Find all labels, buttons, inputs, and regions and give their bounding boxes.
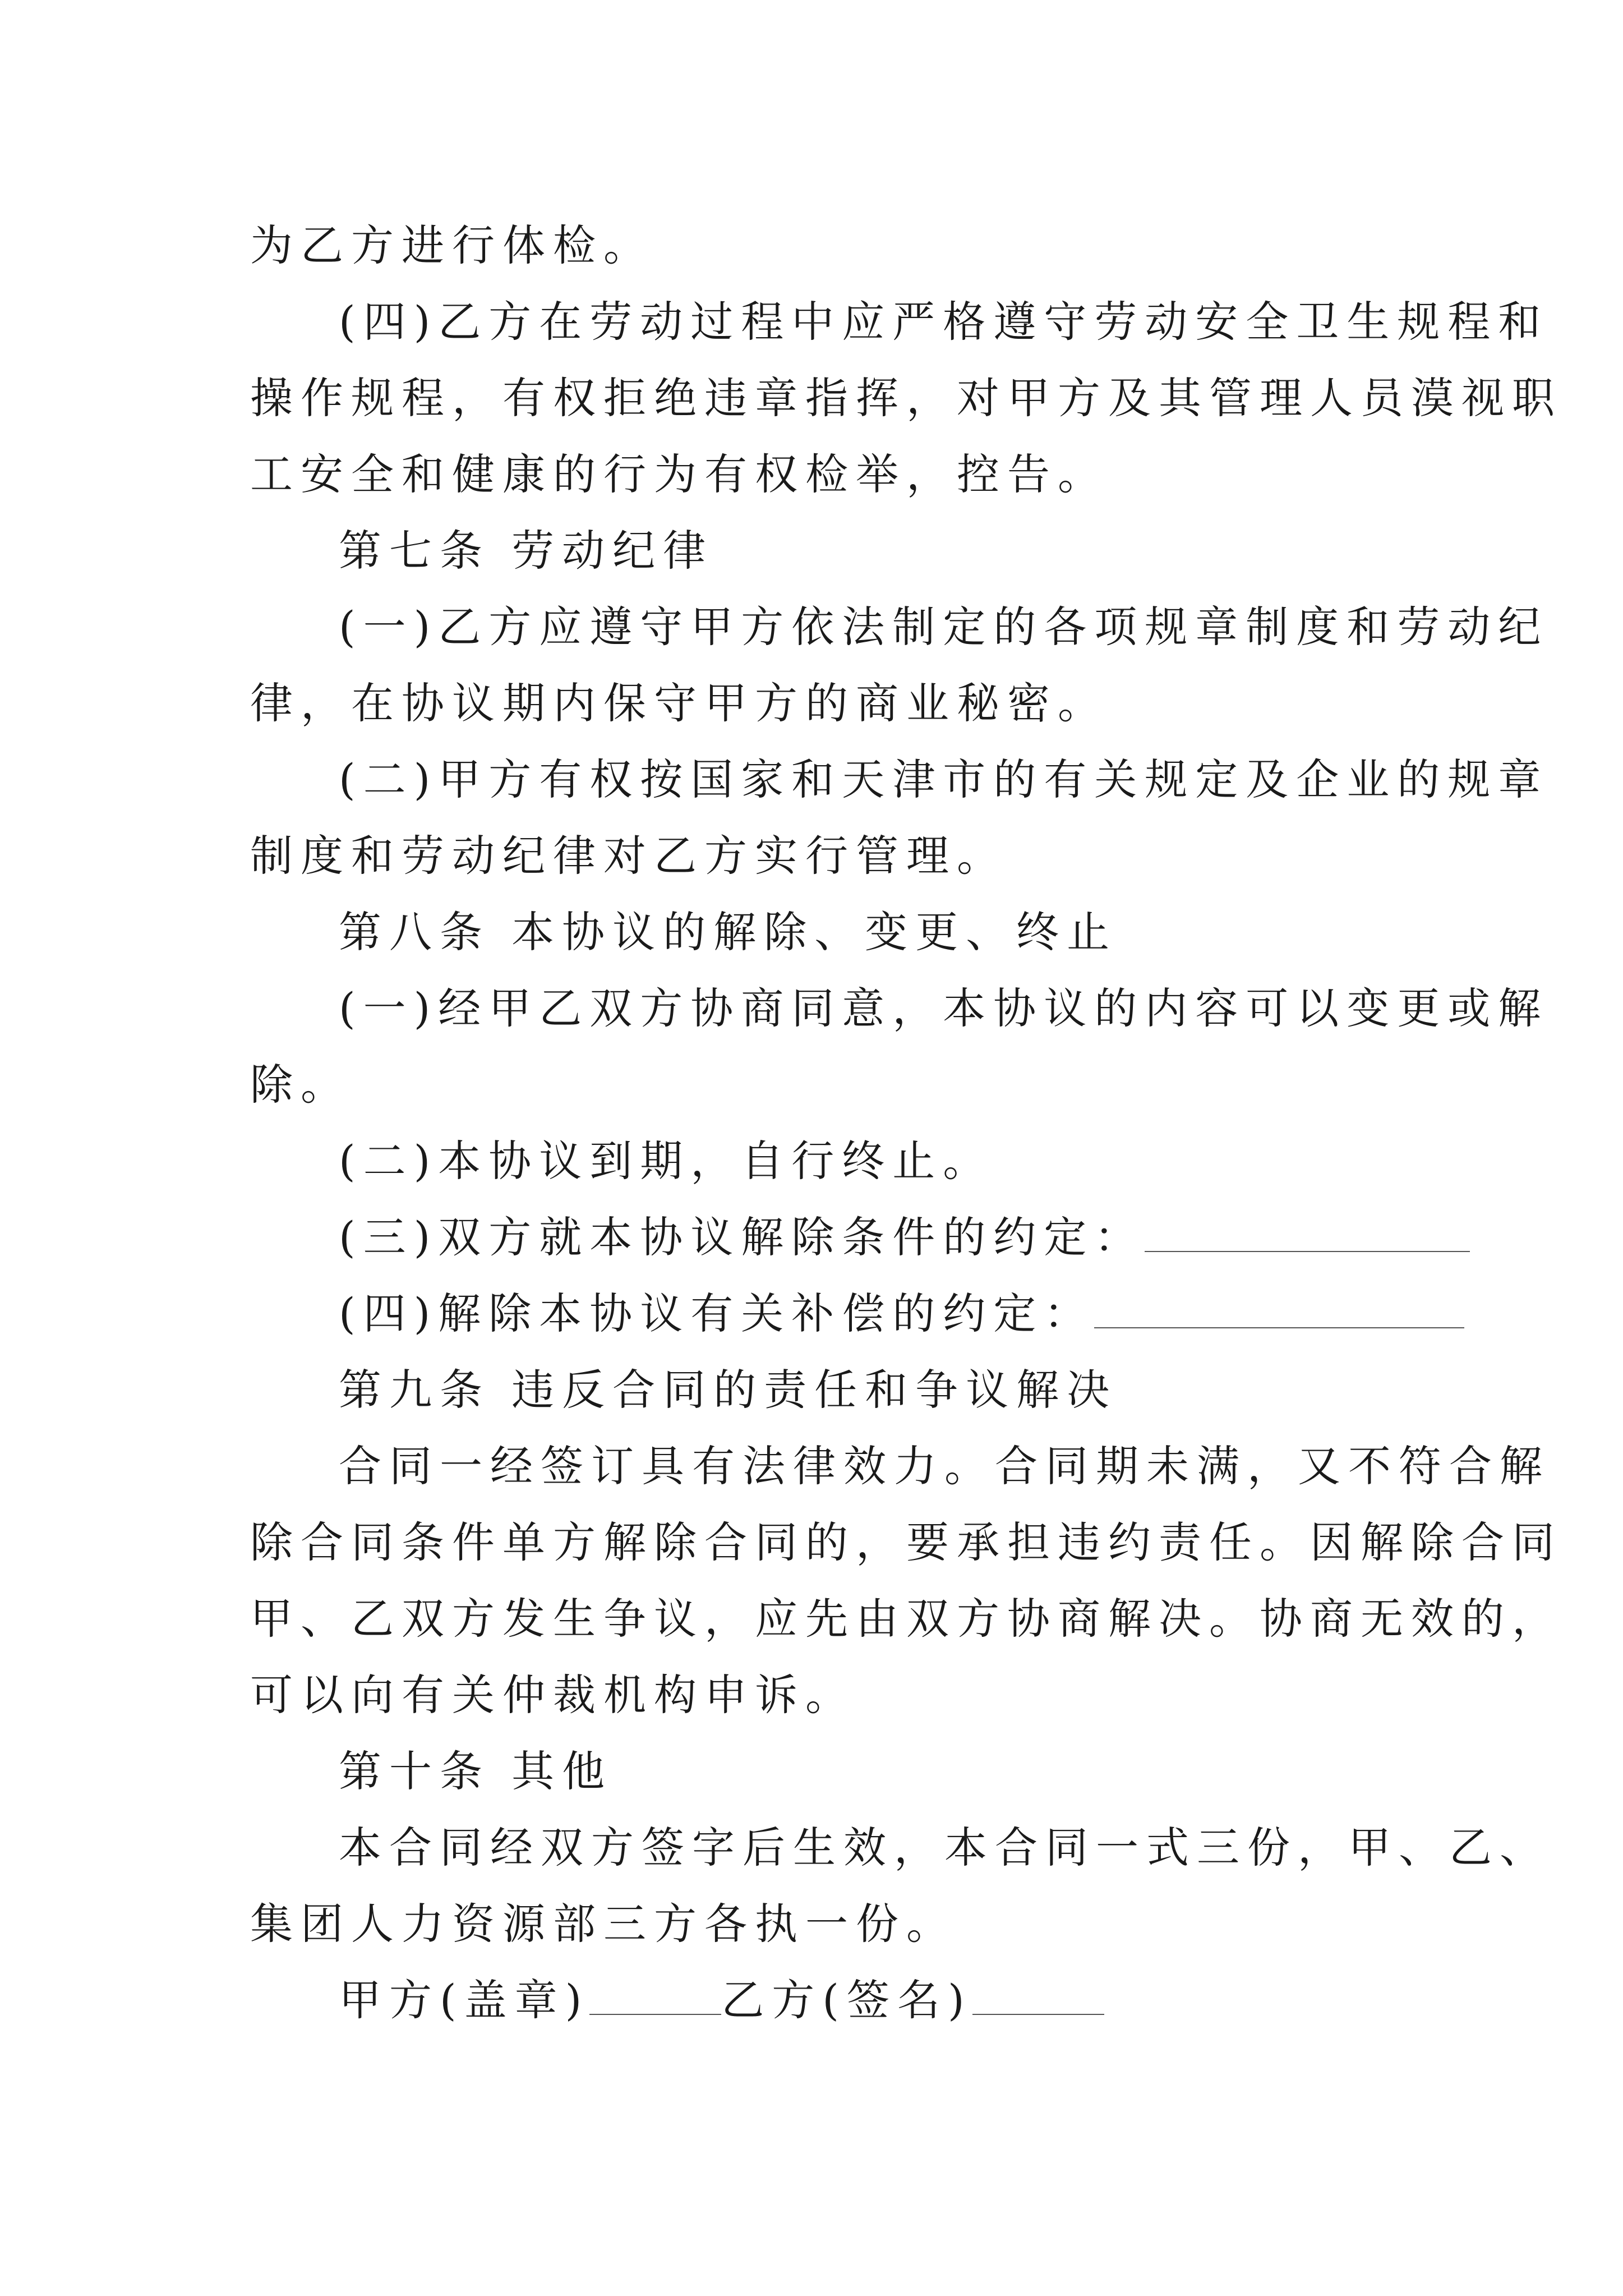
paragraph-line: 可以向有关仲裁机构申诉。 — [250, 1670, 856, 1720]
compensation-line — [250, 1276, 1389, 1352]
document-body — [250, 208, 1562, 2039]
termination-condition-line — [250, 1199, 1389, 1276]
party-b-label: 乙方(签名) — [721, 1975, 972, 2025]
paragraph-line: (二)本协议到期，自行终止。 — [339, 1136, 994, 1186]
paragraph-line: 工安全和健康的行为有权检举，控告。 — [250, 449, 1108, 499]
paragraph-line: 除合同条件单方解除合同的，要承担违约责任。因解除合同 — [250, 1517, 1562, 1567]
article-heading: 第十条 其他 — [339, 1746, 613, 1796]
paragraph-line: (二)甲方有权按国家和天津市的有关规定及企业的规章 — [339, 754, 1549, 804]
article-heading: 第九条 违反合同的责任和争议解决 — [339, 1365, 1118, 1415]
paragraph-line: (一)经甲乙双方协商同意，本协议的内容可以变更或解 — [339, 983, 1549, 1033]
termination-condition-label: (三)双方就本协议解除条件的约定： — [339, 1212, 1145, 1262]
signature-line — [250, 1962, 1389, 2039]
compensation-blank[interactable] — [1094, 1288, 1464, 1328]
article-heading: 第八条 本协议的解除、变更、终止 — [339, 907, 1118, 957]
party-a-label: 甲方(盖章) — [339, 1975, 590, 2025]
paragraph-line: 集团人力资源部三方各执一份。 — [250, 1899, 957, 1949]
article-heading: 第七条 劳动纪律 — [339, 526, 714, 576]
paragraph-line: 律，在协议期内保守甲方的商业秘密。 — [250, 678, 1108, 728]
party-a-signature-blank[interactable] — [589, 1975, 721, 2015]
paragraph-line: 为乙方进行体检。 — [250, 220, 654, 270]
paragraph-line: 甲、乙双方发生争议，应先由双方协商解决。协商无效的， — [250, 1594, 1562, 1644]
termination-condition-blank[interactable] — [1145, 1212, 1470, 1252]
paragraph-line: 制度和劳动纪律对乙方实行管理。 — [250, 831, 1007, 881]
party-b-signature-blank[interactable] — [972, 1975, 1104, 2015]
paragraph-line: 除。 — [250, 1060, 351, 1110]
paragraph-line: 本合同经双方签字后生效，本合同一式三份，甲、乙、 — [339, 1823, 1550, 1872]
compensation-label: (四)解除本协议有关补偿的约定： — [339, 1289, 1095, 1338]
paragraph-line: (四)乙方在劳动过程中应严格遵守劳动安全卫生规程和 — [339, 297, 1549, 347]
paragraph-line: 操作规程，有权拒绝违章指挥，对甲方及其管理人员漠视职 — [250, 373, 1562, 423]
paragraph-line: (一)乙方应遵守甲方依法制定的各项规章制度和劳动纪 — [339, 602, 1549, 652]
paragraph-line: 合同一经签订具有法律效力。合同期未满，又不符合解 — [339, 1441, 1550, 1491]
